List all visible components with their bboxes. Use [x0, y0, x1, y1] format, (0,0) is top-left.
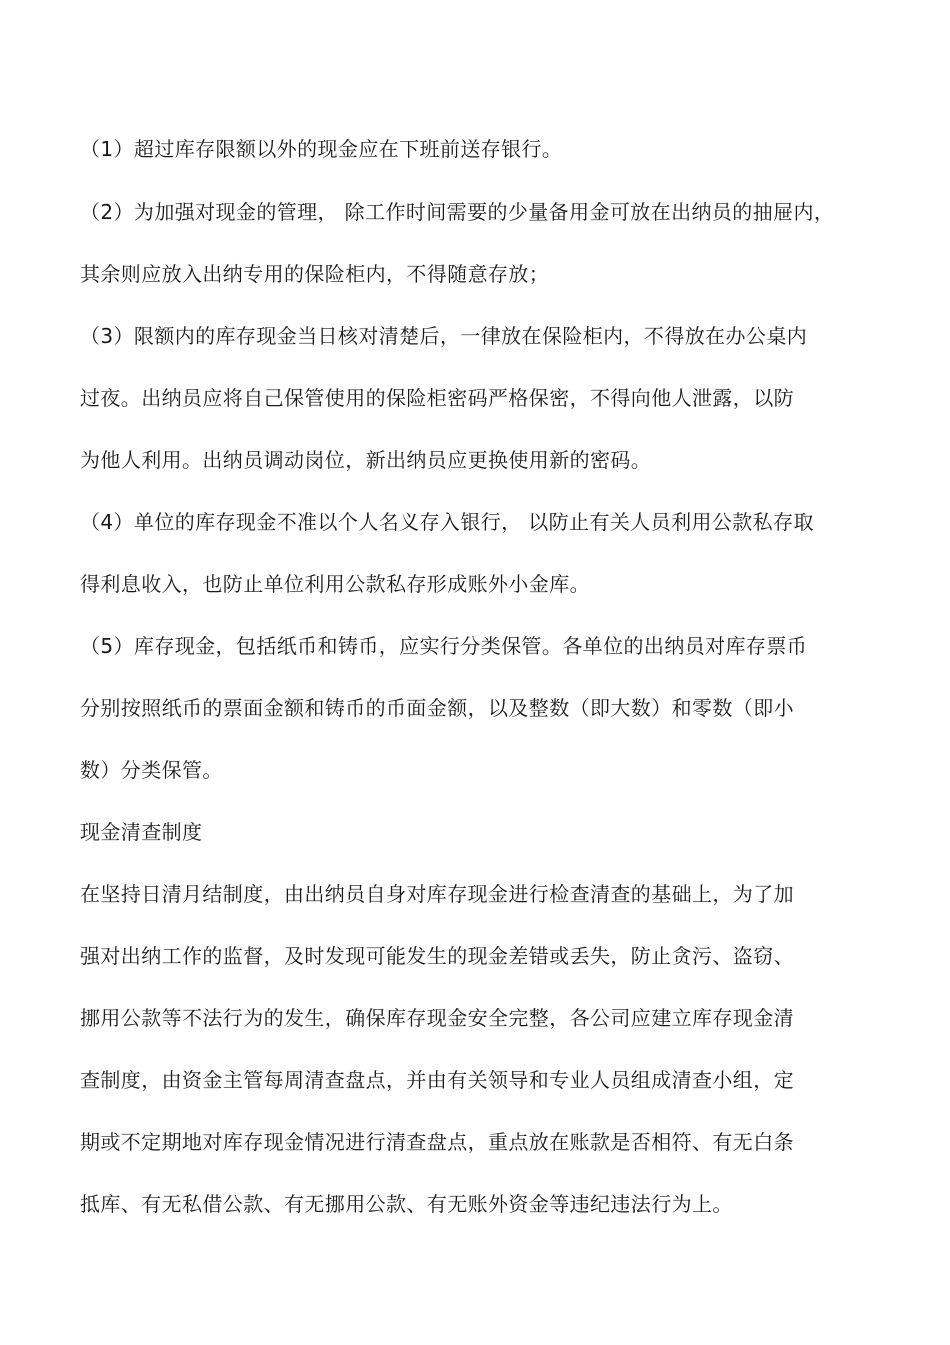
text-line: 数）分类保管。: [80, 758, 223, 782]
text-line: （4）单位的库存现金不准以个人名义存入银行， 以防止有关人员利用公款私存取: [80, 510, 814, 534]
text-line: 挪用公款等不法行为的发生，确保库存现金安全完整，各公司应建立库存现金清: [80, 1006, 794, 1030]
section-heading: 现金清查制度: [80, 820, 203, 844]
text-line: 分别按照纸币的票面金额和铸币的币面金额，以及整数（即大数）和零数（即小: [80, 696, 794, 720]
text-line: 过夜。出纳员应将自己保管使用的保险柜密码严格保密，不得向他人泄露，以防: [80, 386, 794, 410]
text-line: 查制度，由资金主管每周清查盘点，并由有关领导和专业人员组成清查小组，定: [80, 1068, 794, 1092]
text-line: 在坚持日清月结制度，由出纳员自身对库存现金进行检查清查的基础上，为了加: [80, 882, 794, 906]
text-line: 抵库、有无私借公款、有无挪用公款、有无账外资金等违纪违法行为上。: [80, 1192, 733, 1216]
text-line: （5）库存现金，包括纸币和铸币，应实行分类保管。各单位的出纳员对库存票币: [80, 634, 808, 658]
text-line: 其余则应放入出纳专用的保险柜内，不得随意存放；: [80, 262, 550, 286]
text-line: （2）为加强对现金的管理， 除工作时间需要的少量备用金可放在出纳员的抽屉内，: [80, 200, 835, 224]
text-line: （1）超过库存限额以外的现金应在下班前送存银行。: [80, 137, 563, 161]
text-line: 为他人利用。出纳员调动岗位，新出纳员应更换使用新的密码。: [80, 448, 652, 472]
text-line: 强对出纳工作的监督，及时发现可能发生的现金差错或丢失，防止贪污、盗窃、: [80, 944, 794, 968]
text-line: 期或不定期地对库存现金情况进行清查盘点，重点放在账款是否相符、有无白条: [80, 1130, 794, 1154]
text-line: 得利息收入，也防止单位利用公款私存形成账外小金库。: [80, 572, 590, 596]
text-line: （3）限额内的库存现金当日核对清楚后，一律放在保险柜内，不得放在办公桌内: [80, 324, 808, 348]
